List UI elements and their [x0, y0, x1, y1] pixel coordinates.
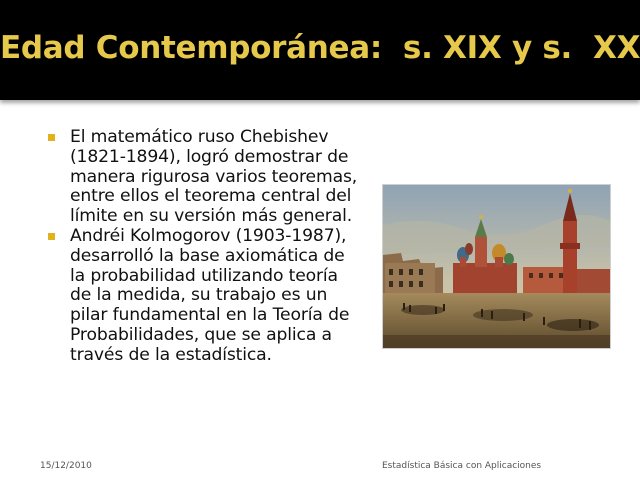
bullet-item-kolmogorov	[48, 227, 364, 366]
footer-course: Estadística Básica con Aplicaciones	[382, 461, 542, 471]
footer-date: 15/12/2010	[40, 461, 92, 471]
bullet-square-icon	[48, 134, 55, 141]
bullet-list	[48, 128, 364, 366]
bullet-text: El matemático ruso Chebishev (1821-1894), logró demostrar de manera rigurosa varios teoremas, entre ellos el teorema central del límite en su versión más general.	[70, 127, 358, 227]
slide-title: Edad Contemporánea: s. XIX y s. XX	[0, 30, 640, 66]
bullet-text: Andréi Kolmogorov (1903-1987), desarrolló la base axiomática de la probabilidad utilizando teoría de la medida, su trabajo es un pilar fundamental en la Teoría de Probabilidades, que se aplica a través de la estadística.	[70, 225, 350, 365]
red-square-moscow-painting	[382, 184, 611, 349]
bullet-square-icon	[48, 233, 55, 240]
slide-content	[48, 128, 364, 366]
bullet-item-chebishev	[48, 128, 364, 227]
